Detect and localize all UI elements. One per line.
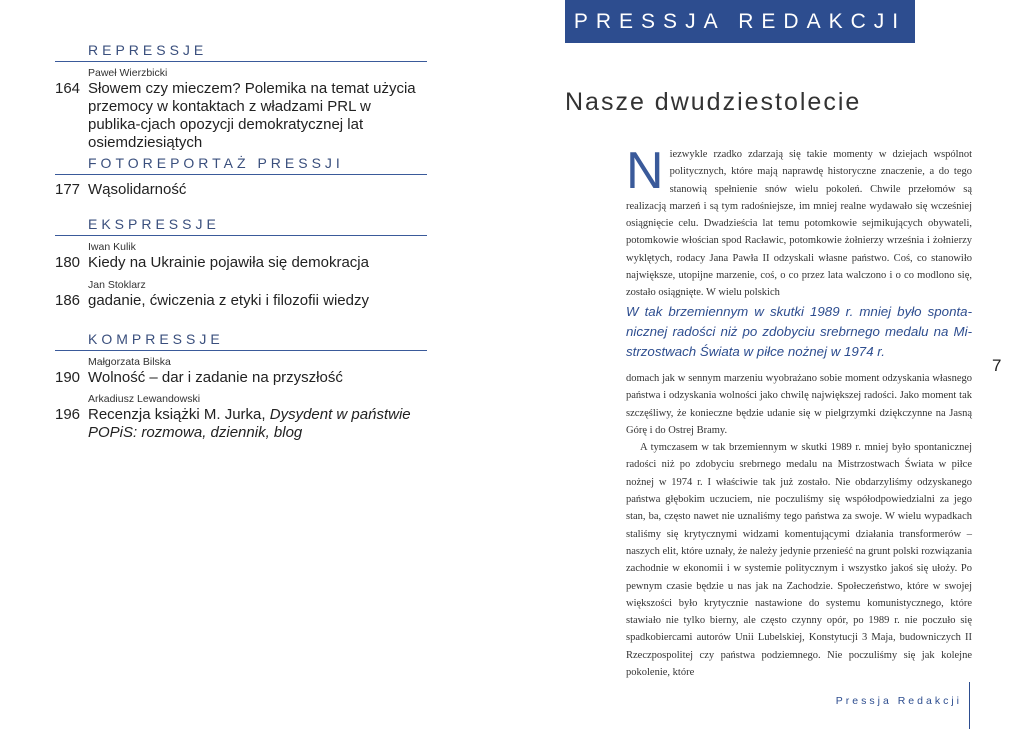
dropcap: N [626,142,664,200]
entry-title: Kiedy na Ukrainie pojawiła się demokracja [88,254,369,271]
paragraph-text: domach jak w sennym marzeniu wyobrażano sobie moment odzyskania własnego państwa i odzyskania wolności jako chwilę największej radości. Jako moment tak szczęśliwy, że konieczne będzie udanie się w pielgrzymki dziękczynne na Jasną Górę i do Ostrej Bramy. [626,373,972,436]
toc-section-heading-fotoreportaz: FOTOREPORTAŻ PRESSJI [88,155,344,171]
entry-title: Wąsolidarność [88,181,187,198]
toc-entry[interactable] [55,393,427,442]
section-rule [55,61,427,62]
entry-title: Słowem czy mieczem? Polemika na temat użycia przemocy w kontaktach z władzami PRL w publika-cjach opozycji demokratycznej lat osiemdziesiątych [88,80,416,151]
entry-title [88,406,427,442]
pull-quote: W tak brzemiennym w skutki 1989 r. mniej było sponta-nicznej radości niż po zdobyciu srebrnego medalu na Mi-strzostwach Świata w piłce nożnej w 1974 r. [626,304,972,359]
entry-title: Wolność – dar i zadanie na przyszłość [88,369,343,386]
entry-author: Jan Stoklarz [88,279,146,291]
toc-entry[interactable] [55,356,427,387]
entry-author: Paweł Wierzbicki [88,67,168,79]
entry-author: Arkadiusz Lewandowski [88,393,201,405]
entry-page: 177 [55,181,81,198]
entry-page: 164 [55,80,81,97]
toc-entry[interactable] [55,279,427,310]
page-number: 7 [992,356,1002,375]
toc-entry[interactable] [55,67,427,152]
section-rule [55,350,427,351]
entry-page: 186 [55,292,81,309]
article-paragraph-2 [626,370,972,681]
entry-page: 180 [55,254,81,271]
paragraph-text: A tymczasem w tak brzemiennym w skutki 1989 r. mniej było spontanicznej radości niż po zdobyciu srebrnego medalu na Mistrzostwach Świata w piłce nożnej w 1974 r. I właściwie tak już zostało. Nie obdarzyliśmy odzyskanego państwa głębokim uczuciem, nie poczuliśmy się współodpowiedzialni za jego stan, ba, często nawet nie uznaliśmy tego państwa za swoje. W wielu wypadkach staliśmy się krytycznymi widzami komentującymi działania transformerów – naszych elit, które uznały, że należy jedynie przenieść na grunt polski rozwiązania zachodnie w ekonomii i w systemie politycznym i wszystko jakoś się ułoży. Po pewnym czasie będzie u nas jak na Zachodzie. Społeczeństwo, które w swojej większości było krytycznie nastawione do systemu komunistycznego, które stawiało nie tylko bierny, ale często czynny opór, po 1989 r. nie poczuło się spadkobiercami autorów Unii Lubelskiej, Konstytucji 3 Maja, budowniczych II Rzeczpospolitej czy państwa podziemnego. Nie poczuliśmy się jak kolejne pokolenie, które [626,442,972,679]
paragraph-text: iezwykle rzadko zdarzają się takie momenty w dziejach wspólnot politycznych, które mają naprawdę historyczne znaczenie, a do tego stanowią spełnienie snów wielu pokoleń. Chwile przełomów są realizacją marzeń i są tym radośniejsze, im mniej realne wydawało się wcześniej osiągnięcie celu. Dwadzieścia lat temu potomkowie sejmikujących obywateli, potomkowie włościan spod Racławic, potomkowie żołnierzy września i żołnierzy wyklętych, rodacy Jana Pawła II odzyskali własne państwo. Coś, co stanowiło największe, utopijne marzenie, coś, o co przez lata walczono i o co modlono się, zostało osiągnięte. W wielu polskich [626,149,972,299]
toc-section-heading-ekspressje: EKSPRESSJE [88,216,220,232]
article-title: Nasze dwudziestolecie [565,88,862,116]
entry-title-italic: Dysydent w państwie POPiS: rozmowa, dziennik, blog [88,406,411,441]
entry-title: gadanie, ćwiczenia z etyki i filozofii wiedzy [88,292,369,309]
section-rule [55,235,427,236]
running-footer: Pressja Redakcji [835,695,962,707]
toc-section-heading-repressje: REPRESSJE [88,42,208,58]
entry-title-text: Recenzja książki M. Jurka, [88,406,270,423]
toc-section-heading-kompressje: KOMPRESSJE [88,331,224,347]
toc-entry[interactable] [55,241,427,272]
article-page [512,0,1024,729]
footer-rule [969,682,970,729]
entry-page: 196 [55,406,81,423]
entry-author: Iwan Kulik [88,241,136,253]
toc-entry[interactable] [55,181,427,199]
section-banner: PRESSJA REDAKCJI [565,0,915,43]
entry-author: Małgorzata Bilska [88,356,171,368]
section-rule [55,174,427,175]
entry-page: 190 [55,369,81,386]
article-paragraph-1 [626,142,972,302]
